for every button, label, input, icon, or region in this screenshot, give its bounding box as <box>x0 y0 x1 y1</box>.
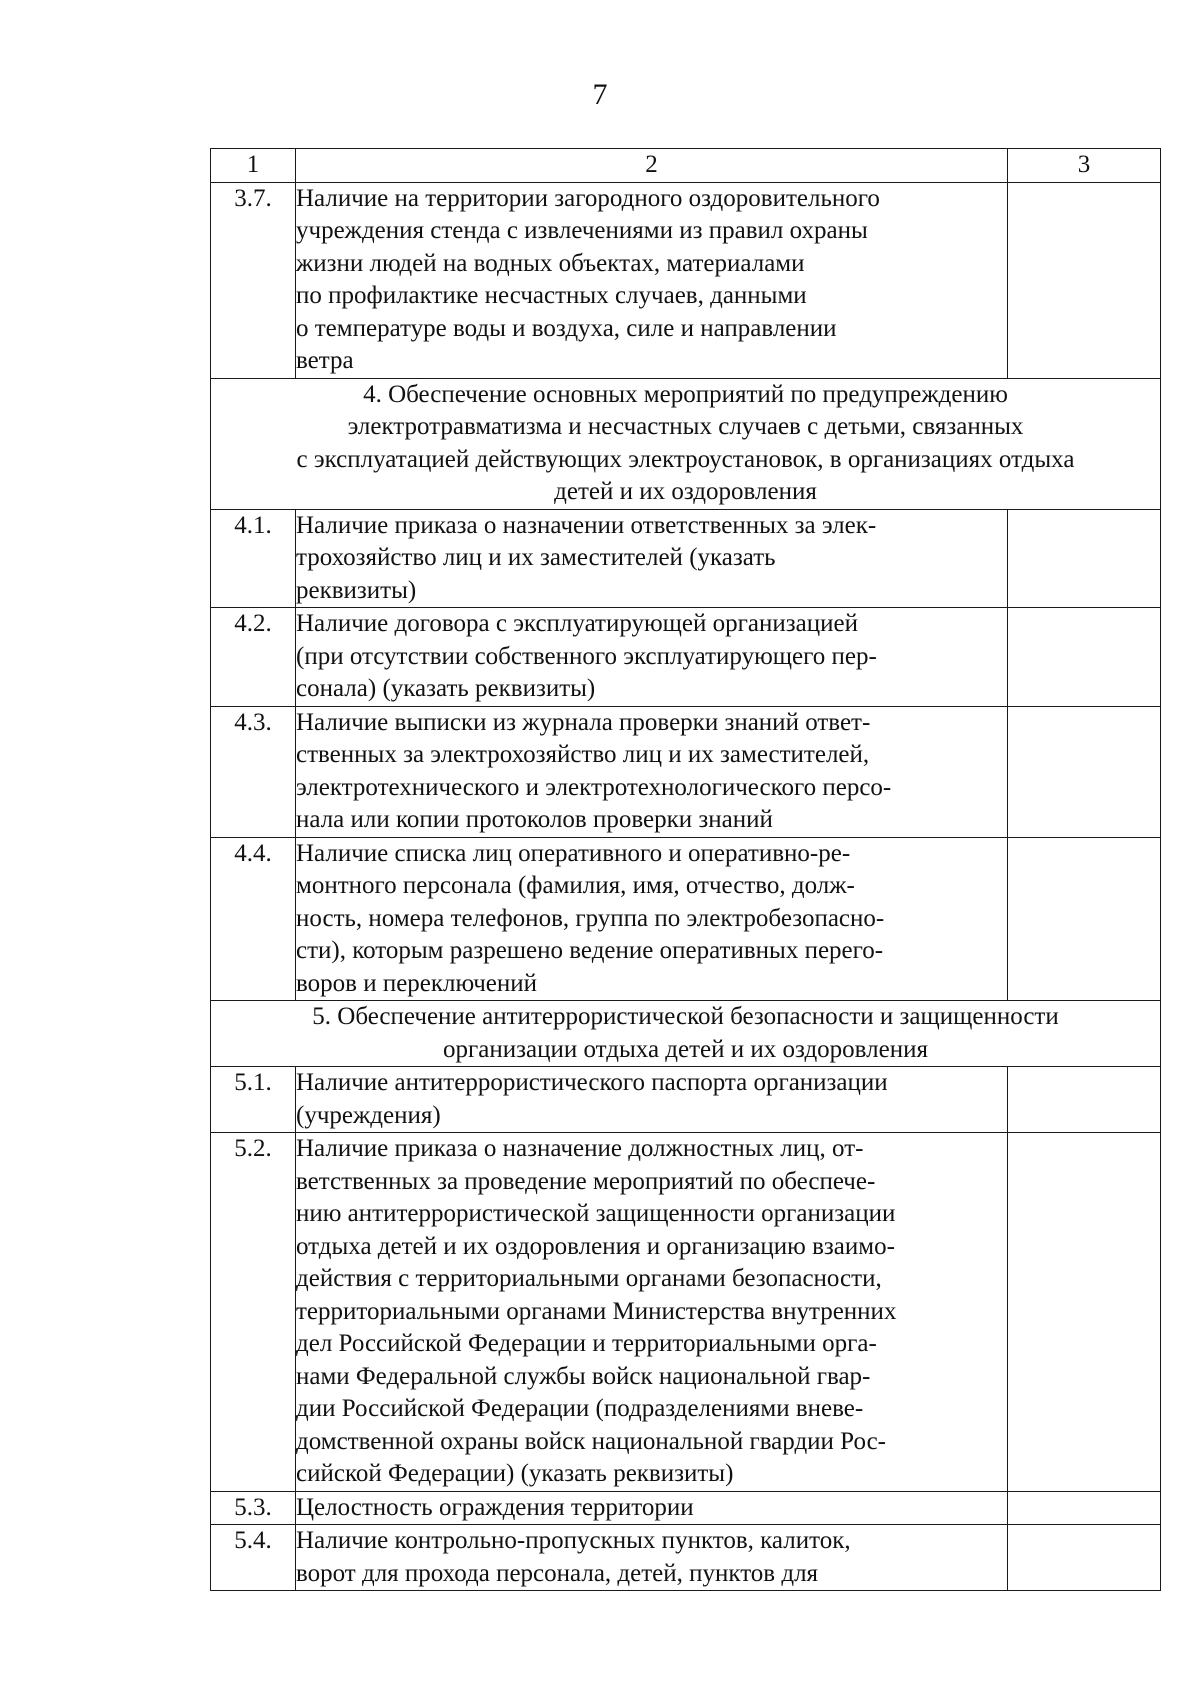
item-description-line: дел Российской Федерации и территориальными орга- <box>296 1330 877 1357</box>
item-description-line: ветственных за проведение мероприятий по обеспече- <box>296 1167 876 1195</box>
item-description-line: по профилактике несчастных случаев, данными <box>296 282 807 309</box>
item-description-line: ворот для прохода персонала, детей, пунктов для <box>296 1559 819 1587</box>
section-row <box>211 378 1161 509</box>
item-number: 4.2. <box>211 608 296 707</box>
item-description-line: учреждения стенда с извлечениями из правил охраны <box>296 217 868 244</box>
section-title-line: 4. Обеспечение основных мероприятий по предупреждению <box>363 380 1008 408</box>
item-description-line: Наличие на территории загородного оздоровительного <box>296 184 880 212</box>
section-row <box>211 1001 1161 1067</box>
item-description-line: нами Федеральной службы войск национальной гвар- <box>296 1362 871 1390</box>
item-number: 5.3. <box>211 1491 296 1525</box>
item-mark-cell <box>1008 509 1161 608</box>
item-row <box>211 1525 1161 1591</box>
item-description-line: (учреждения) <box>296 1101 441 1129</box>
item-number: 5.4. <box>211 1525 296 1591</box>
column-header-1: 1 <box>211 149 296 183</box>
item-description-line: территориальными органами Министерства внутренних <box>296 1297 897 1325</box>
section-title <box>211 378 1161 509</box>
item-row <box>211 837 1161 1001</box>
item-description-line: электротехнического и электротехнологического персо- <box>296 773 892 801</box>
checklist-table <box>210 148 1161 1591</box>
item-mark-cell <box>1008 182 1161 378</box>
item-description-line: Наличие договора с эксплуатирующей организацией <box>296 610 858 637</box>
item-number: 4.3. <box>211 706 296 837</box>
section-title-line: детей и их оздоровления <box>554 478 817 505</box>
item-description-line: трохозяйство лиц и их заместителей (указать <box>296 544 776 571</box>
item-row <box>211 509 1161 608</box>
item-description <box>296 706 1008 837</box>
section-title <box>211 1001 1161 1067</box>
item-number: 4.1. <box>211 509 296 608</box>
item-description-line: реквизиты) <box>296 576 417 604</box>
item-row <box>211 1067 1161 1133</box>
item-description-line: сонала) (указать реквизиты) <box>296 675 596 702</box>
item-row <box>211 608 1161 707</box>
item-number: 5.2. <box>211 1133 296 1492</box>
item-mark-cell <box>1008 1067 1161 1133</box>
section-title-line: организации отдыха детей и их оздоровления <box>443 1035 928 1063</box>
item-row <box>211 706 1161 837</box>
item-mark-cell <box>1008 706 1161 837</box>
item-description <box>296 1491 1008 1525</box>
item-description-line: действия с территориальными органами безопасности, <box>296 1265 882 1292</box>
item-description-line: ственных за электрохозяйство лиц и их заместителей, <box>296 741 870 768</box>
item-description-line: Наличие списка лиц оперативного и оперативно-ре- <box>296 839 851 867</box>
item-description-line: домственной охраны войск национальной гвардии Рос- <box>296 1427 886 1455</box>
item-description-line: отдыха детей и их оздоровления и организацию взаимо- <box>296 1232 895 1260</box>
header-row <box>211 149 1161 183</box>
section-title-line: с эксплуатацией действующих электроустановок, в организациях отдыха <box>296 445 1075 473</box>
item-mark-cell <box>1008 608 1161 707</box>
section-title-line: 5. Обеспечение антитеррористической безопасности и защищенности <box>312 1003 1059 1030</box>
item-description <box>296 509 1008 608</box>
column-header-3: 3 <box>1008 149 1161 183</box>
item-row <box>211 182 1161 378</box>
item-description <box>296 608 1008 707</box>
item-row <box>211 1491 1161 1525</box>
item-description-line: ветра <box>296 347 354 374</box>
item-description-line: дии Российской Федерации (подразделениями вневе- <box>296 1395 864 1422</box>
item-mark-cell <box>1008 1133 1161 1492</box>
item-description <box>296 182 1008 378</box>
item-number: 5.1. <box>211 1067 296 1133</box>
item-description-line: Наличие выписки из журнала проверки знаний ответ- <box>296 708 871 736</box>
item-mark-cell <box>1008 1491 1161 1525</box>
item-description <box>296 1133 1008 1492</box>
item-row <box>211 1133 1161 1492</box>
item-description-line: нала или копии протоколов проверки знаний <box>296 806 773 833</box>
page-number: 7 <box>592 78 608 111</box>
item-description <box>296 1067 1008 1133</box>
item-description-line: Наличие контрольно-пропускных пунктов, калиток, <box>296 1527 851 1554</box>
item-number: 4.4. <box>211 837 296 1001</box>
item-description-line: Наличие приказа о назначении ответственных за элек- <box>296 511 877 539</box>
item-description-line: жизни людей на водных объектах, материалами <box>296 249 805 277</box>
item-description-line: монтного персонала (фамилия, имя, отчество, долж- <box>296 872 855 899</box>
item-mark-cell <box>1008 837 1161 1001</box>
item-description-line: воров и переключений <box>296 969 538 997</box>
item-description-line: (при отсутствии собственного эксплуатирующего пер- <box>296 642 877 670</box>
item-description <box>296 1525 1008 1591</box>
section-title-line: электротравматизма и несчастных случаев с детьми, связанных <box>347 413 1024 440</box>
item-description-line: ность, номера телефонов, группа по электробезопасно- <box>296 904 885 932</box>
item-description-line: сийской Федерации) (указать реквизиты) <box>296 1460 734 1487</box>
item-description-line: о температуре воды и воздуха, силе и направлении <box>296 314 837 342</box>
item-number: 3.7. <box>211 182 296 378</box>
item-description-line: Наличие антитеррористического паспорта организации <box>296 1069 888 1096</box>
item-description-line: нию антитеррористической защищенности организации <box>296 1200 896 1227</box>
item-description <box>296 837 1008 1001</box>
item-description-line: сти), которым разрешено ведение оперативных перего- <box>296 937 884 964</box>
item-description-line: Целостность ограждения территории <box>296 1493 694 1521</box>
item-mark-cell <box>1008 1525 1161 1591</box>
column-header-2: 2 <box>296 149 1008 183</box>
item-description-line: Наличие приказа о назначение должностных лиц, от- <box>296 1135 864 1162</box>
